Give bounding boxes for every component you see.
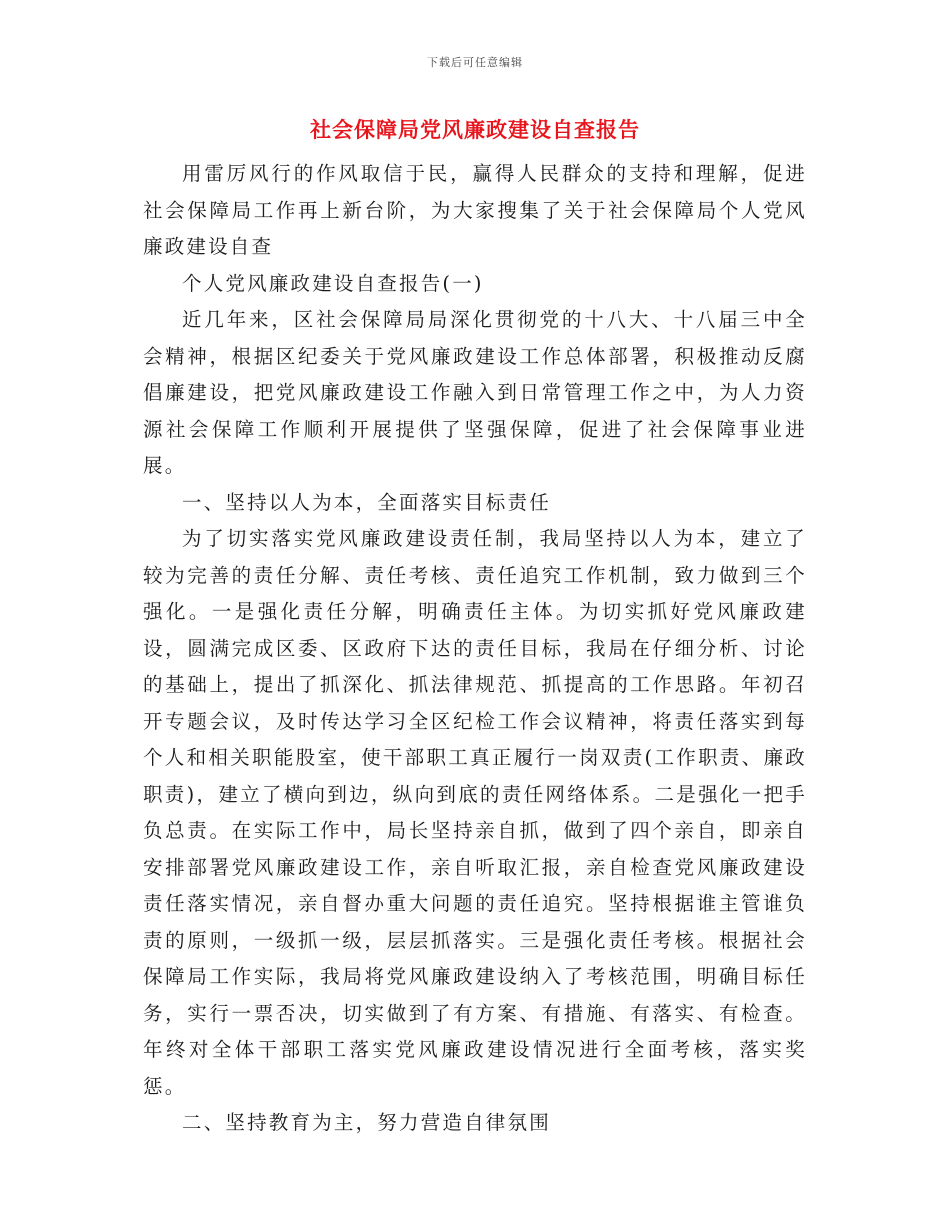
intro-paragraph: 用雷厉风行的作风取信于民，赢得人民群众的支持和理解，促进社会保障局工作再上新台阶，为大家搜集了关于社会保障局个人党风廉政建设自查 (143, 162, 807, 258)
overview-paragraph: 近几年来，区社会保障局局深化贯彻党的十八大、十八届三中全会精神，根据区纪委关于党风廉政建设工作总体部署，积极推动反腐倡廉建设，把党风廉政建设工作融入到日常管理工作之中，为人力资源社会保障工作顺利开展提供了坚强保障，促进了社会保障事业进展。 (143, 308, 807, 477)
section-heading-2: 二、坚持教育为主，努力营造自律氛围 (182, 1111, 551, 1134)
document-title: 社会保障局党风廉政建设自查报告 (310, 117, 640, 142)
report-subtitle: 个人党风廉政建设自查报告(一) (182, 271, 484, 295)
page-header-note: 下载后可任意编辑 (427, 56, 523, 69)
document-body (143, 156, 807, 1142)
section-heading-1: 一、坚持以人为本，全面落实目标责任 (182, 490, 551, 514)
section-1-paragraph: 为了切实落实党风廉政建设责任制，我局坚持以人为本，建立了较为完善的责任分解、责任考核、责任追究工作机制，致力做到三个强化。一是强化责任分解，明确责任主体。为切实抓好党风廉政建设，圆满完成区委、区政府下达的责任目标，我局在仔细分析、讨论的基础上，提出了抓深化、抓法律规范、抓提高的工作思路。年初召开专题会议，及时传达学习全区纪检工作会议精神，将责任落实到每个人和相关职能股室，使干部职工真正履行一岗双责(工作职责、廉政职责)，建立了横向到边，纵向到底的责任网络体系。二是强化一把手负总责。在实际工作中，局长坚持亲自抓，做到了四个亲自，即亲自安排部署党风廉政建设工作，亲自听取汇报，亲自检查党风廉政建设责任落实情况，亲自督办重大问题的责任追究。坚持根据谁主管谁负责的原则，一级抓一级，层层抓落实。三是强化责任考核。根据社会保障局工作实际，我局将党风廉政建设纳入了考核范围，明确目标任务，实行一票否决，切实做到了有方案、有措施、有落实、有检查。年终对全体干部职工落实党风廉政建设情况进行全面考核，落实奖惩。 (143, 527, 807, 1098)
